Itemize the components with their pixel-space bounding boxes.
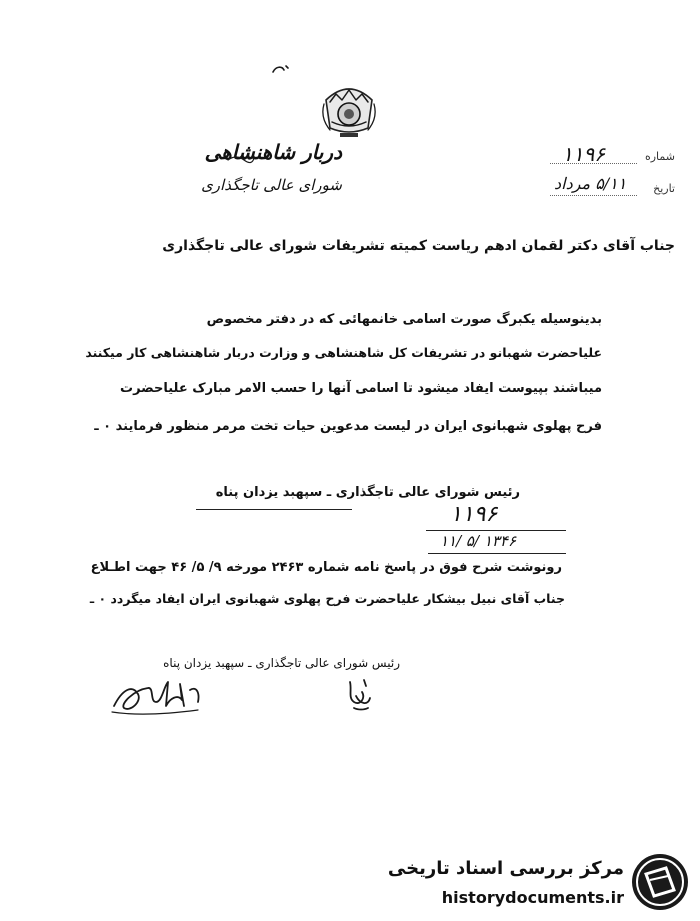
copy-line-2: جناب آقای نبیل بیشکار علیاحضرت فرح پهلوی شهبانوی ایران ایفاد میگردد ۰ ـ	[89, 591, 565, 606]
watermark-logo-icon	[630, 852, 690, 912]
top-mark	[270, 62, 292, 76]
copy-line-1: رونوشت شرح فوق در پاسخ نامه شماره ۲۴۶۳ مورخه ۹/ ۵/ ۴۶ جهت اطـلاع	[90, 560, 562, 575]
date-field	[550, 174, 675, 200]
letterhead-council: شورای عالی تاجگذاری	[201, 176, 342, 194]
watermark-url: historydocuments.ir	[441, 888, 624, 907]
date-line	[550, 195, 637, 196]
initial-mark	[342, 676, 376, 714]
body-line-2: علیاحضرت شهبانو در تشریفات کل شاهنشاهی و وزارت دربار شاهنشاهی کار میکنند	[85, 345, 602, 360]
watermark	[387, 850, 690, 914]
letterhead-flourish	[226, 152, 256, 164]
stamp-rule-2	[428, 553, 566, 554]
body-line-4: فرح پهلوی شهبانوی ایران در لیست مدعوین حیات تخت مرمر منظور فرمایند ۰ ـ	[94, 419, 602, 434]
number-value: ۱۱۹۶	[562, 142, 605, 166]
stamp-number: ۱۱۹۶	[450, 502, 498, 527]
letterhead-org: دربار شاهنشاهی	[204, 140, 342, 164]
body-line-1: بدینوسیله یکبرگ صورت اسامی خانمهائی که در دفتر مخصوص	[206, 312, 602, 327]
watermark-title: مرکز بررسی اسناد تاریخی	[387, 858, 624, 879]
stamp-rule-1	[426, 530, 566, 531]
number-field	[550, 142, 675, 168]
number-label: شماره	[644, 150, 675, 163]
addressee: جناب آقای دکتر لقمان ادهم ریاست کمیته تشریفات شورای عالی تاجگذاری	[162, 238, 675, 254]
crown-emblem-icon	[318, 78, 380, 142]
stamp-date: ۱۱/ ۵/ ۱۳۴۶	[440, 532, 517, 550]
signature-scribble	[108, 672, 218, 720]
second-signature-line: رئیس شورای عالی تاجگذاری ـ سپهبد یزدان پناه	[163, 656, 400, 670]
date-label: تاریخ	[653, 182, 675, 195]
date-value: ۵/۱۱ مرداد	[554, 174, 627, 193]
signature-line: رئیس شورای عالی تاجگذاری ـ سپهبد یزدان پناه	[215, 485, 520, 500]
signature-underline	[196, 509, 352, 510]
body-line-3: میباشند بپیوست ایفاد میشود تا اسامی آنها را حسب الامر مبارک علیاحضرت	[120, 381, 602, 396]
